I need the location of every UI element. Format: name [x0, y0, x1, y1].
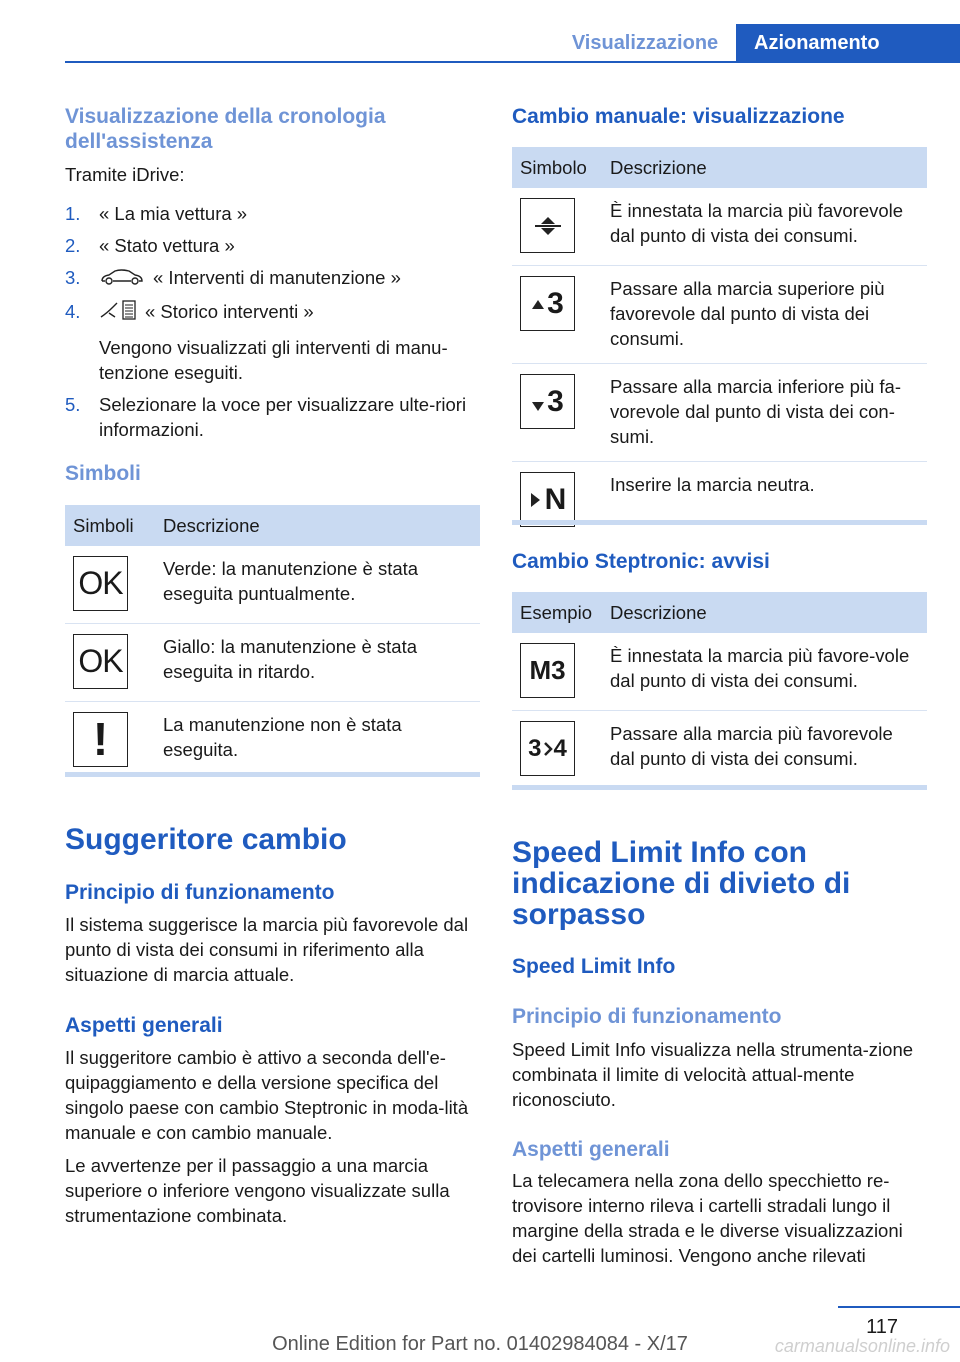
table-cell: È innestata la marcia più favorevole dal punto di vista dei consumi.: [602, 188, 927, 266]
table-cell: Giallo: la manutenzione è stata eseguita in ritardo.: [155, 624, 480, 702]
page-number: 117: [866, 1316, 898, 1338]
table-row: [512, 462, 927, 540]
manual-table: [512, 147, 927, 539]
ok-yellow-symbol: OK: [73, 634, 128, 689]
table-cell: È innestata la marcia più favore-vole dal punto di vista dei consumi.: [602, 633, 927, 711]
list-item: [65, 233, 480, 258]
list-item: [65, 201, 480, 226]
history-intro: Tramite iDrive:: [65, 164, 185, 185]
list-item: [65, 265, 480, 292]
table-row: [65, 702, 480, 780]
general-text-2: Le avvertenze per il passaggio a una marcia superiore o inferiore vengono visualizzate sulla strumentazione combinata.: [65, 1155, 450, 1226]
principle-text: Il sistema suggerisce la marcia più favorevole dal punto di vista dei consumi in riferimento alla situazione di marcia attuale.: [65, 914, 469, 985]
step-number: 3.: [65, 267, 81, 288]
step-number: 1.: [65, 203, 81, 224]
list-item: [65, 299, 480, 385]
general-text-1: Il suggeritore cambio è attivo a seconda dell'e-quipaggiamento e della versione specifica del singolo paese con cambio Steptronic in moda-lità manuale e con cambio manuale.: [65, 1047, 469, 1143]
speed-general-text: La telecamera nella zona dello specchietto re-trovisore interno rileva i cartelli stradali lungo il margine della strada e le diverse visualizzazioni dei cartelli luminosi. Vengono anche rilevati: [512, 1170, 903, 1266]
header-rule: [65, 61, 960, 63]
gear-title: Suggeritore cambio: [65, 823, 347, 856]
speed-general-title: Aspetti generali: [512, 1138, 670, 1161]
steps-list: [65, 201, 480, 449]
service-history-icon: [99, 299, 137, 327]
step-text: Selezionare la voce per visualizzare ulte-riori informazioni.: [99, 393, 467, 440]
table-row: [65, 546, 480, 624]
table-row: [512, 188, 927, 266]
steptronic-table: [512, 592, 927, 788]
manual-title: Cambio manuale: visualizzazione: [512, 105, 845, 128]
table-cell: La manutenzione non è stata eseguita.: [163, 714, 402, 760]
car-service-icon: [99, 267, 145, 292]
symbols-table: [65, 505, 480, 779]
shift-down-icon: 3: [520, 374, 575, 429]
speed-title: Speed Limit Info con indicazione di divieto di sorpasso: [512, 836, 851, 931]
speed-principle-text: Speed Limit Info visualizza nella strumenta-zione combinata il limite di velocità attual-mente riconosciuto.: [512, 1039, 914, 1110]
table-end-rule: [512, 520, 927, 525]
gear-3-to-4-icon: 3 4: [520, 721, 575, 776]
table-row: [65, 624, 480, 702]
optimal-gear-icon: [520, 198, 575, 253]
step-text: « La mia vettura »: [99, 203, 248, 224]
general-title: Aspetti generali: [65, 1014, 223, 1037]
table-cell: Inserire la marcia neutra.: [610, 474, 815, 495]
neutral-icon: N: [520, 472, 575, 527]
shift-up-icon: 3: [520, 276, 575, 331]
table-header: Esempio: [512, 592, 602, 633]
table-cell: Passare alla marcia più favorevole dal punto di vista dei consumi.: [610, 723, 893, 769]
table-end-rule: [65, 772, 480, 777]
table-cell: Passare alla marcia inferiore più fa-vorevole dal punto di vista dei con-sumi.: [602, 364, 927, 462]
table-row: [512, 266, 927, 364]
warning-exclamation-symbol: !: [73, 712, 128, 767]
step-text: « Stato vettura »: [99, 235, 235, 256]
step-number: 4.: [65, 300, 81, 322]
step-text: « Storico interventi »: [145, 300, 314, 322]
list-item: [65, 392, 480, 442]
header-section-tab[interactable]: Visualizzazione: [571, 32, 719, 54]
step-number: 5.: [65, 393, 81, 415]
steptronic-title: Cambio Steptronic: avvisi: [512, 550, 770, 573]
table-cell: Passare alla marcia superiore più favorevole dal punto di vista dei consumi.: [602, 266, 927, 364]
principle-title: Principio di funzionamento: [65, 881, 335, 904]
table-end-rule: [512, 785, 927, 790]
step-number: 2.: [65, 235, 81, 256]
table-header: Descrizione: [155, 505, 480, 546]
table-cell: Verde: la manutenzione è stata eseguita puntualmente.: [155, 546, 480, 624]
table-header: Descrizione: [602, 147, 927, 188]
table-header: Simboli: [65, 505, 155, 546]
edition-note: Online Edition for Part no. 01402984084 - X/17: [272, 1333, 688, 1355]
step-text: « Interventi di manutenzione »: [153, 267, 401, 288]
manual-gear-m3-icon: M3: [520, 643, 575, 698]
speed-subtitle: Speed Limit Info: [512, 955, 676, 978]
table-row: [512, 364, 927, 462]
header-chapter-tab[interactable]: Azionamento: [736, 24, 960, 62]
watermark: carmanualsonline.info: [774, 1336, 950, 1356]
table-row: [512, 633, 927, 711]
footer-rule: [838, 1306, 960, 1308]
symbols-title: Simboli: [65, 462, 141, 485]
step-subtext: Vengono visualizzati gli interventi di manu-tenzione eseguiti.: [99, 336, 448, 383]
ok-green-symbol: OK: [73, 556, 128, 611]
table-header: Descrizione: [602, 592, 927, 633]
table-row: [512, 711, 927, 789]
history-title: Visualizzazione della cronologia dell'assistenza: [65, 105, 386, 153]
speed-principle-title: Principio di funzionamento: [512, 1005, 782, 1028]
table-header: Simbolo: [512, 147, 602, 188]
